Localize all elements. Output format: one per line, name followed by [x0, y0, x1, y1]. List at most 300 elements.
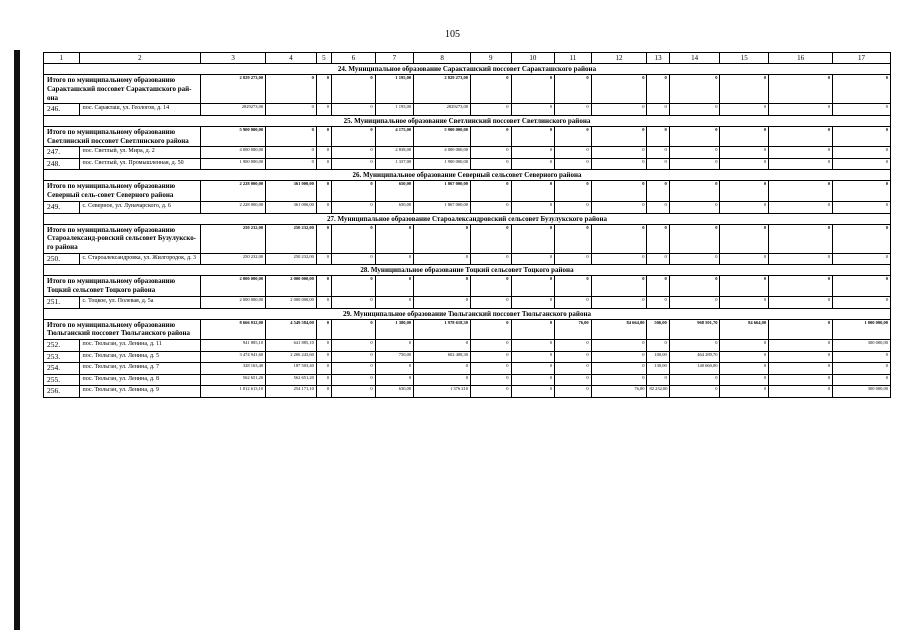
value-cell: 0 — [720, 253, 769, 265]
row-number: 255. — [44, 374, 80, 386]
table-row — [44, 202, 891, 214]
row-number: 253. — [44, 351, 80, 363]
total-value-cell: 0 — [332, 75, 376, 104]
value-cell: 0 — [332, 340, 376, 352]
total-value-cell: 0 — [470, 276, 511, 297]
total-value-cell: 0 — [769, 126, 833, 147]
value-cell: 100,00 — [647, 351, 669, 363]
total-value-cell: 0 — [470, 224, 511, 253]
total-value-cell: 2 829 273,00 — [414, 75, 471, 104]
value-cell: 0 — [332, 158, 376, 170]
value-cell: 2 838,00 — [375, 147, 414, 159]
value-cell: 0 — [375, 374, 414, 386]
value-cell: 250 232,00 — [201, 253, 266, 265]
total-value-cell: 0 — [555, 224, 592, 253]
total-value-cell: 0 — [470, 126, 511, 147]
value-cell: 0 — [266, 147, 317, 159]
value-cell: 0 — [375, 363, 414, 375]
total-value-cell: 84 664,00 — [720, 319, 769, 340]
table-row — [44, 351, 891, 363]
value-cell: 0 — [720, 363, 769, 375]
total-value-cell: 2 000 000,00 — [201, 276, 266, 297]
value-cell: 1 900 000,00 — [414, 158, 471, 170]
address-cell: с. Староалександровка, ул. Жилгородок, д. 3 — [79, 253, 201, 265]
value-cell: 0 — [647, 158, 669, 170]
total-value-cell: 0 — [591, 181, 647, 202]
value-cell: 0 — [511, 363, 555, 375]
value-cell: 0 — [470, 253, 511, 265]
value-cell: 562 651,20 — [201, 374, 266, 386]
value-cell: 0 — [647, 340, 669, 352]
section-title: 28. Муниципальное образование Тоцкий сельсовет Тоцкого района — [44, 265, 891, 276]
column-header: 11 — [555, 53, 592, 64]
section-total-row — [44, 126, 891, 147]
total-value-cell: 0 — [833, 126, 891, 147]
total-value-cell: 0 — [511, 75, 555, 104]
value-cell: 0 — [470, 297, 511, 309]
value-cell: 0 — [720, 147, 769, 159]
total-value-cell: 0 — [332, 181, 376, 202]
value-cell: 750,00 — [375, 351, 414, 363]
value-cell: 0 — [769, 297, 833, 309]
total-value-cell: 0 — [591, 224, 647, 253]
value-cell: 0 — [470, 386, 511, 398]
row-number: 256. — [44, 386, 80, 398]
value-cell: 464 289,70 — [669, 351, 720, 363]
total-value-cell: 84 664,00 — [591, 319, 647, 340]
value-cell: 0 — [332, 147, 376, 159]
total-value-cell: 0 — [833, 75, 891, 104]
total-value-cell: 0 — [470, 181, 511, 202]
address-cell: пос. Светлый, ул. Промышленная, д. 50 — [79, 158, 201, 170]
total-value-cell: 0 — [769, 276, 833, 297]
total-value-cell: 0 — [511, 276, 555, 297]
total-value-cell: 0 — [647, 276, 669, 297]
value-cell: 0 — [266, 158, 317, 170]
address-cell: с. Тоцкое, ул. Полевая, д. 5а — [79, 297, 201, 309]
value-cell: 0 — [833, 253, 891, 265]
value-cell: 0 — [332, 374, 376, 386]
table-row — [44, 158, 891, 170]
address-cell: с. Северное, ул. Луначарского, д. 6 — [79, 202, 201, 214]
value-cell: 0 — [769, 351, 833, 363]
column-header: 5 — [316, 53, 331, 64]
value-cell: 0 — [647, 253, 669, 265]
value-cell: 0 — [470, 147, 511, 159]
value-cell: 0 — [555, 386, 592, 398]
value-cell: 0 — [316, 104, 331, 116]
value-cell: 0 — [414, 297, 471, 309]
value-cell: 0 — [316, 297, 331, 309]
column-header: 6 — [332, 53, 376, 64]
value-cell: 2 000 000,00 — [201, 297, 266, 309]
total-value-cell: 0 — [591, 126, 647, 147]
value-cell: 0 — [316, 158, 331, 170]
total-value-cell: 0 — [316, 181, 331, 202]
total-value-cell: 8 666 032,00 — [201, 319, 266, 340]
value-cell: 0 — [375, 253, 414, 265]
value-cell: 0 — [511, 104, 555, 116]
table-row — [44, 374, 891, 386]
column-header: 10 — [511, 53, 555, 64]
value-cell: 0 — [591, 147, 647, 159]
value-cell: 0 — [720, 386, 769, 398]
column-header: 4 — [266, 53, 317, 64]
total-value-cell: 250 232,00 — [266, 224, 317, 253]
value-cell: 0 — [720, 297, 769, 309]
value-cell: 0 — [591, 202, 647, 214]
total-value-cell: 0 — [332, 319, 376, 340]
value-cell: 0 — [511, 297, 555, 309]
total-value-cell: 0 — [720, 75, 769, 104]
value-cell: 0 — [647, 374, 669, 386]
value-cell: 0 — [833, 297, 891, 309]
value-cell: 0 — [669, 202, 720, 214]
value-cell: 0 — [833, 104, 891, 116]
section-title: 29. Муниципальное образование Тюльганский поссовет Тюльганского района — [44, 308, 891, 319]
value-cell: 0 — [647, 202, 669, 214]
value-cell: 300 000,00 — [833, 386, 891, 398]
value-cell: 641 885,10 — [266, 340, 317, 352]
total-value-cell: 0 — [720, 276, 769, 297]
value-cell: 602 408,30 — [414, 351, 471, 363]
total-value-cell: 0 — [555, 181, 592, 202]
value-cell: 0 — [720, 351, 769, 363]
value-cell: 0 — [669, 340, 720, 352]
value-cell: 0 — [647, 104, 669, 116]
value-cell: 76,00 — [591, 386, 647, 398]
total-label: Итого по муниципальному образованию Саракташский поссовет Саракташского рай-она — [44, 75, 201, 104]
value-cell: 0 — [555, 147, 592, 159]
total-label: Итого по муниципальному образованию Тоцкий сельсовет Тоцкого района — [44, 276, 201, 297]
total-value-cell: 650,00 — [375, 181, 414, 202]
column-header: 12 — [591, 53, 647, 64]
value-cell: 0 — [833, 158, 891, 170]
value-cell: 0 — [769, 202, 833, 214]
section-title-row — [44, 170, 891, 181]
value-cell: 0 — [470, 158, 511, 170]
table-row — [44, 340, 891, 352]
total-value-cell: 0 — [316, 224, 331, 253]
total-value-cell: 0 — [375, 224, 414, 253]
value-cell: 250 232,00 — [266, 253, 317, 265]
total-value-cell: 0 — [316, 75, 331, 104]
total-value-cell: 1 380,00 — [375, 319, 414, 340]
register-table — [43, 52, 891, 398]
value-cell: 0 — [769, 374, 833, 386]
value-cell: 0 — [720, 158, 769, 170]
total-value-cell: 0 — [511, 126, 555, 147]
page-number: 105 — [445, 29, 460, 40]
value-cell: 0 — [470, 340, 511, 352]
total-value-cell: 1 195,00 — [375, 75, 414, 104]
row-number: 248. — [44, 158, 80, 170]
value-cell: 1 195,00 — [375, 104, 414, 116]
section-title-row — [44, 265, 891, 276]
total-value-cell: 506,00 — [647, 319, 669, 340]
total-value-cell: 0 — [720, 224, 769, 253]
value-cell: 0 — [720, 340, 769, 352]
value-cell: 0 — [511, 253, 555, 265]
section-title: 27. Муниципальное образование Староалександровский сельсовет Бузулукского района — [44, 213, 891, 224]
section-title: 26. Муниципальное образование Северный сельсовет Северного района — [44, 170, 891, 181]
value-cell: 0 — [833, 202, 891, 214]
section-total-row — [44, 224, 891, 253]
value-cell: 0 — [332, 253, 376, 265]
value-cell: 0 — [720, 104, 769, 116]
address-cell: пос. Тюльган, ул. Ленина, д. 7 — [79, 363, 201, 375]
total-value-cell: 0 — [591, 276, 647, 297]
total-value-cell: 0 — [669, 75, 720, 104]
value-cell: 0 — [669, 147, 720, 159]
column-header: 2 — [79, 53, 201, 64]
table-row — [44, 363, 891, 375]
value-cell: 0 — [332, 351, 376, 363]
total-value-cell: 0 — [669, 276, 720, 297]
total-label: Итого по муниципальному образованию Северный сель-совет Северного района — [44, 181, 201, 202]
value-cell: 1 867 000,00 — [414, 202, 471, 214]
value-cell: 0 — [769, 104, 833, 116]
value-cell: 3 474 941,60 — [201, 351, 266, 363]
value-cell: 2829273,00 — [414, 104, 471, 116]
value-cell: 0 — [669, 158, 720, 170]
total-value-cell: 0 — [316, 126, 331, 147]
value-cell: 1 337,00 — [375, 158, 414, 170]
value-cell: 0 — [555, 253, 592, 265]
row-number: 254. — [44, 363, 80, 375]
value-cell: 0 — [414, 253, 471, 265]
total-value-cell: 5 900 000,00 — [201, 126, 266, 147]
value-cell: 0 — [316, 147, 331, 159]
total-value-cell: 0 — [647, 224, 669, 253]
table-row — [44, 147, 891, 159]
value-cell: 0 — [470, 363, 511, 375]
value-cell: 0 — [511, 147, 555, 159]
total-value-cell: 0 — [647, 75, 669, 104]
column-header: 14 — [669, 53, 720, 64]
value-cell: 0 — [316, 202, 331, 214]
address-cell: пос. Тюльган, ул. Ленина, д. 9 — [79, 386, 201, 398]
total-value-cell: 0 — [720, 126, 769, 147]
value-cell: 0 — [555, 104, 592, 116]
address-cell: пос. Саракташ, ул. Геологов, д. 14 — [79, 104, 201, 116]
total-value-cell: 0 — [266, 126, 317, 147]
section-title-row — [44, 308, 891, 319]
total-value-cell: 0 — [769, 224, 833, 253]
value-cell: 0 — [332, 104, 376, 116]
value-cell: 0 — [591, 158, 647, 170]
total-value-cell: 0 — [511, 224, 555, 253]
total-label: Итого по муниципальному образованию Староалександ-ровский сельсовет Бузулукско-го района — [44, 224, 201, 253]
row-number: 251. — [44, 297, 80, 309]
value-cell: 0 — [511, 340, 555, 352]
total-value-cell: 0 — [833, 181, 891, 202]
total-value-cell: 0 — [669, 224, 720, 253]
value-cell: 4 000 000,00 — [201, 147, 266, 159]
value-cell: 82 232,00 — [647, 386, 669, 398]
value-cell: 0 — [414, 363, 471, 375]
total-value-cell: 76,00 — [555, 319, 592, 340]
total-value-cell: 0 — [833, 224, 891, 253]
value-cell: 187 503,40 — [266, 363, 317, 375]
total-value-cell: 0 — [332, 224, 376, 253]
section-title: 24. Муниципальное образование Саракташский поссовет Саракташского района — [44, 64, 891, 75]
value-cell: 562 651,20 — [266, 374, 317, 386]
address-cell: пос. Тюльган, ул. Ленина, д. 5 — [79, 351, 201, 363]
section-total-row — [44, 75, 891, 104]
value-cell: 0 — [511, 158, 555, 170]
value-cell: 0 — [833, 147, 891, 159]
column-header: 13 — [647, 53, 669, 64]
value-cell: 0 — [555, 340, 592, 352]
column-number-row — [44, 53, 891, 64]
address-cell: пос. Тюльган, ул. Ленина, д. 11 — [79, 340, 201, 352]
total-value-cell: 0 — [414, 224, 471, 253]
total-value-cell: 0 — [769, 181, 833, 202]
value-cell: 2 228 000,00 — [201, 202, 266, 214]
value-cell: 0 — [591, 363, 647, 375]
value-cell: 0 — [414, 374, 471, 386]
row-number: 252. — [44, 340, 80, 352]
value-cell: 0 — [316, 253, 331, 265]
total-value-cell: 0 — [375, 276, 414, 297]
value-cell: 0 — [769, 158, 833, 170]
total-value-cell: 0 — [669, 126, 720, 147]
value-cell: 0 — [833, 351, 891, 363]
value-cell: 0 — [669, 104, 720, 116]
table-row — [44, 104, 891, 116]
section-title: 25. Муниципальное образование Светлинский поссовет Светлинского района — [44, 115, 891, 126]
value-cell: 630,00 — [375, 386, 414, 398]
value-cell: 0 — [470, 202, 511, 214]
value-cell: 2829273,00 — [201, 104, 266, 116]
value-cell: 0 — [833, 363, 891, 375]
value-cell: 0 — [470, 351, 511, 363]
total-value-cell: 0 — [647, 126, 669, 147]
value-cell: 0 — [511, 386, 555, 398]
value-cell: 0 — [720, 374, 769, 386]
total-value-cell: 0 — [833, 276, 891, 297]
total-value-cell: 4 549 584,00 — [266, 319, 317, 340]
value-cell: 0 — [332, 386, 376, 398]
value-cell: 0 — [669, 253, 720, 265]
value-cell: 0 — [332, 202, 376, 214]
value-cell: 0 — [591, 104, 647, 116]
total-value-cell: 0 — [591, 75, 647, 104]
total-value-cell: 0 — [720, 181, 769, 202]
value-cell: 0 — [769, 253, 833, 265]
value-cell: 0 — [316, 363, 331, 375]
section-total-row — [44, 276, 891, 297]
value-cell: 0 — [591, 374, 647, 386]
total-value-cell: 0 — [332, 126, 376, 147]
value-cell: 0 — [555, 374, 592, 386]
total-label: Итого по муниципальному образованию Тюльганский поссовет Тюльганского района — [44, 319, 201, 340]
value-cell: 2 206 243,60 — [266, 351, 317, 363]
value-cell: 0 — [769, 363, 833, 375]
value-cell: 0 — [375, 340, 414, 352]
total-value-cell: 1 978 618,30 — [414, 319, 471, 340]
total-value-cell: 0 — [266, 75, 317, 104]
value-cell: 0 — [470, 104, 511, 116]
total-label: Итого по муниципальному образованию Светлинский поссовет Светлинского района — [44, 126, 201, 147]
address-cell: пос. Светлый, ул. Мира, д. 2 — [79, 147, 201, 159]
total-value-cell: 5 900 000,00 — [414, 126, 471, 147]
value-cell: 0 — [591, 297, 647, 309]
value-cell: 0 — [555, 363, 592, 375]
value-cell: 0 — [647, 147, 669, 159]
value-cell: 1 900 000,00 — [201, 158, 266, 170]
value-cell: 0 — [375, 297, 414, 309]
total-value-cell: 0 — [511, 181, 555, 202]
section-total-row — [44, 181, 891, 202]
total-value-cell: 250 232,00 — [201, 224, 266, 253]
binding-edge-bar — [14, 50, 20, 630]
total-value-cell: 0 — [316, 276, 331, 297]
value-cell: 1 376 210 — [414, 386, 471, 398]
section-total-row — [44, 319, 891, 340]
value-cell: 0 — [555, 297, 592, 309]
total-value-cell: 0 — [769, 319, 833, 340]
total-value-cell: 2 228 000,00 — [201, 181, 266, 202]
value-cell: 0 — [414, 340, 471, 352]
value-cell: 0 — [591, 351, 647, 363]
value-cell: 0 — [511, 351, 555, 363]
column-header: 17 — [833, 53, 891, 64]
value-cell: 0 — [316, 351, 331, 363]
value-cell: 0 — [720, 202, 769, 214]
value-cell: 130,00 — [647, 363, 669, 375]
value-cell: 0 — [332, 363, 376, 375]
column-header: 15 — [720, 53, 769, 64]
total-value-cell: 0 — [332, 276, 376, 297]
total-value-cell: 4 175,00 — [375, 126, 414, 147]
value-cell: 328 163,40 — [201, 363, 266, 375]
value-cell: 0 — [769, 340, 833, 352]
column-header: 9 — [470, 53, 511, 64]
total-value-cell: 2 000 000,00 — [266, 276, 317, 297]
value-cell: 140 660,00 — [669, 363, 720, 375]
total-value-cell: 0 — [555, 75, 592, 104]
value-cell: 0 — [555, 158, 592, 170]
value-cell: 0 — [669, 386, 720, 398]
total-value-cell: 0 — [555, 276, 592, 297]
total-value-cell: 361 000,00 — [266, 181, 317, 202]
total-value-cell: 0 — [470, 75, 511, 104]
value-cell: 254 171,10 — [266, 386, 317, 398]
value-cell: 650,00 — [375, 202, 414, 214]
total-value-cell: 2 829 273,00 — [201, 75, 266, 104]
total-value-cell: 0 — [647, 181, 669, 202]
value-cell: 0 — [669, 297, 720, 309]
section-title-row — [44, 115, 891, 126]
table-row — [44, 297, 891, 309]
value-cell: 0 — [470, 374, 511, 386]
value-cell: 0 — [833, 374, 891, 386]
column-header: 1 — [44, 53, 80, 64]
column-header: 8 — [414, 53, 471, 64]
total-value-cell: 0 — [511, 319, 555, 340]
column-header: 3 — [201, 53, 266, 64]
table-row — [44, 253, 891, 265]
row-number: 250. — [44, 253, 80, 265]
total-value-cell: 1 000 000,00 — [833, 319, 891, 340]
value-cell: 0 — [669, 374, 720, 386]
row-number: 249. — [44, 202, 80, 214]
value-cell: 0 — [769, 386, 833, 398]
value-cell: 0 — [511, 202, 555, 214]
total-value-cell: 0 — [669, 181, 720, 202]
